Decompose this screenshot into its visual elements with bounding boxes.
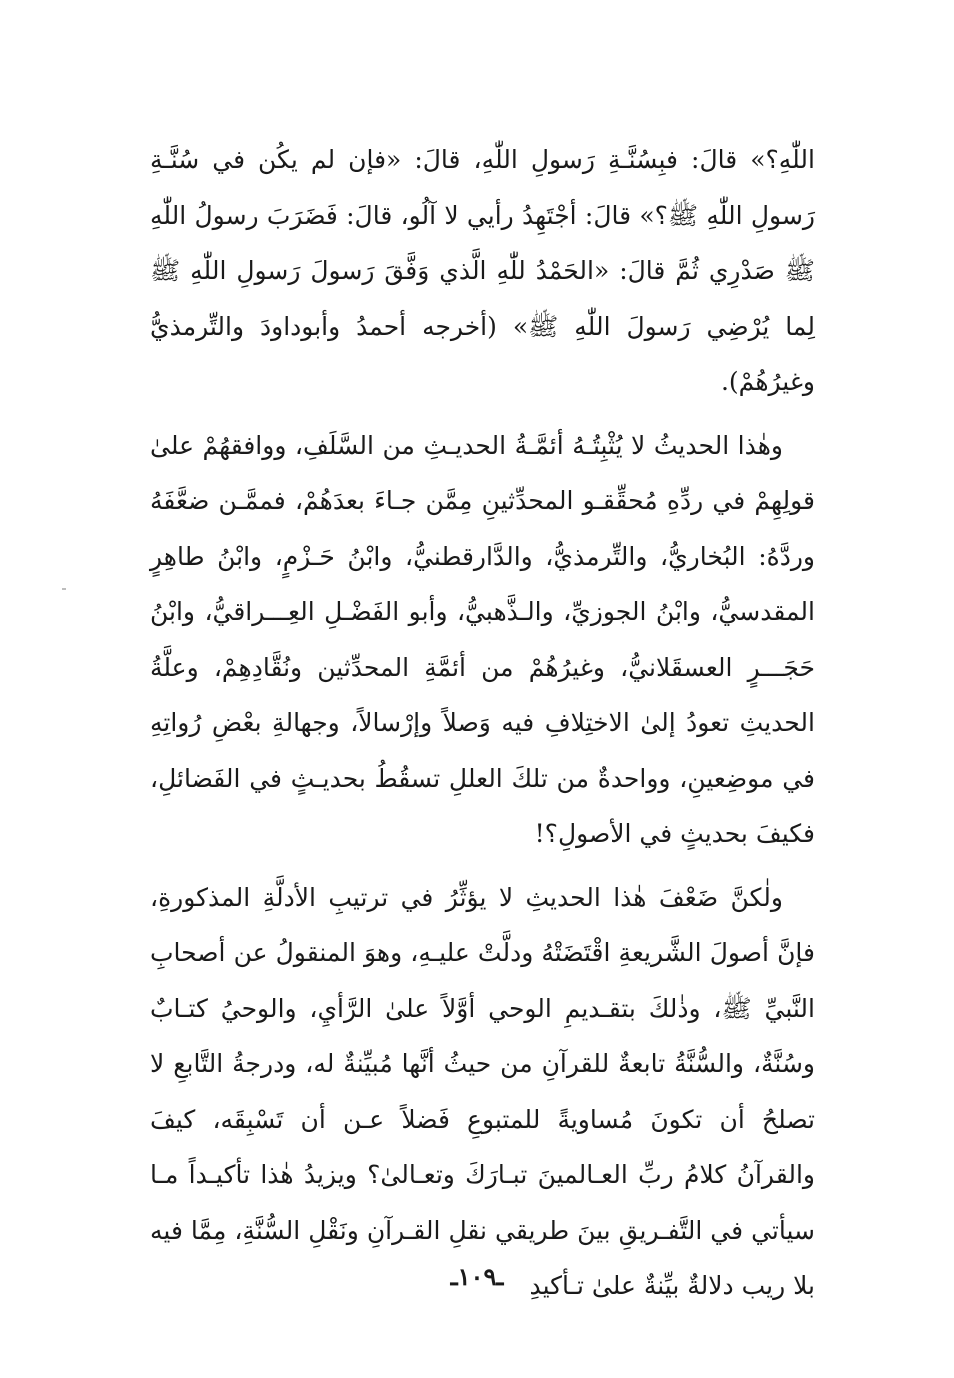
page-number: ـ١٠٩ـ (450, 1262, 504, 1291)
paragraph-evidence-order: ولٰكنَّ ضَعْفَ هٰذا الحديثِ لا يؤثِّرُ في ترتيبِ الأدلَّةِ المذكورةِ، فإنَّ أصولَ الشَّريعةِ اقْتَضَتْهُ ودلَّتْ عليـهِ، وهوَ المنقولُ عن أصحابِ النَّبيِّ ﷺ، وذٰلكَ بتقـديمِ الوحي أوَّلاً علىٰ الرَّأيِ، والوحيُ كتـابٌ وسُنَّةٌ، والسُّنَّةُ تابعةٌ للقرآنِ من حيثُ أنَّها مُبيِّنةٌ له، ودرجةُ التَّابعِ لا تصلحُ أن تكونَ مُساويةً للمتبوعِ فَضلاً عـن أن تَسْبِقَه، كيفَ والقرآنُ كلامُ ربِّ العـالمينَ تبـارَكَ وتعـالىٰ؟ ويزيدُ هٰذا تأكيـداً مـا سيأتي في التَّفـريقِ بينَ طريقي نقلِ القـرآنِ ونَقْلِ السُّنَّةِ، مِمَّا فيه بلا ريب دلالةٌ بيِّنةٌ علىٰ تـأكيدِ (150, 882, 815, 1300)
margin-dot (62, 588, 66, 590)
paragraph-hadith-muadh: اللّٰهِ؟» قالَ: فبِسُنَّـةِ رَسولِ اللّٰهِ، قالَ: «فإن لم يكُن في سُنَّـةِ رَسولِ اللّٰهِ ﷺ؟» قالَ: أجْتَهِدُ رأيي لا آلُو، قالَ: فَضَرَبَ رسولُ اللّٰهِ ﷺ صَدْرِي ثُمَّ قالَ: «الحَمْدُ للّٰهِ الَّذي وَفَّقَ رَسولَ رَسولِ اللّٰهِ ﷺ لِما يُرْضِي رَسولَ اللّٰهِ ﷺ» (أخرجه أحمدُ وأبوداودَ والتِّرمذيُّ وغيرُهُمْ). (150, 145, 815, 396)
body-text (150, 132, 815, 1314)
paragraph-hadith-weakness: وهٰذا الحديثُ لا يُثْبِتُـهُ أئمَّـةُ الحديـثِ من السَّلَفِ، ووافقهُمْ علىٰ قولِهِمْ في ردِّهِ مُحقِّقـو المحدِّثينِ مِمَّن جـاءَ بعدَهُمْ، فممَّـن ضعَّفَهُ وردَّهُ: البُخاريُّ، والتِّرمذيُّ، والدَّارقطنيُّ، وابْنُ حَـزْمٍ، وابْنُ طاهِرٍ المقدسيُّ، وابْنُ الجوزيِّ، والـذَّهبيُّ، وأبو الفَضْـلِ العِـــراقيُّ، وابْنُ حَجَـــرٍ العسقَلانيُّ، وغيرُهُمْ من أئمَّةِ المحدِّثين ونُقَّادِهِمْ، وعلَّةُ الحديثِ تعودُ إلىٰ الاختِلافِ فيه وَصلاً وإرْسالاً، وجهالةِ بعْضِ رُواتِهِ في موضِعينِ، وواحدةٌ من تلكَ العللِ تسقُطُ بحديـثٍ في الفَضائلِ، فكيفَ بحديثٍ في الأصولِ؟! (150, 430, 815, 848)
